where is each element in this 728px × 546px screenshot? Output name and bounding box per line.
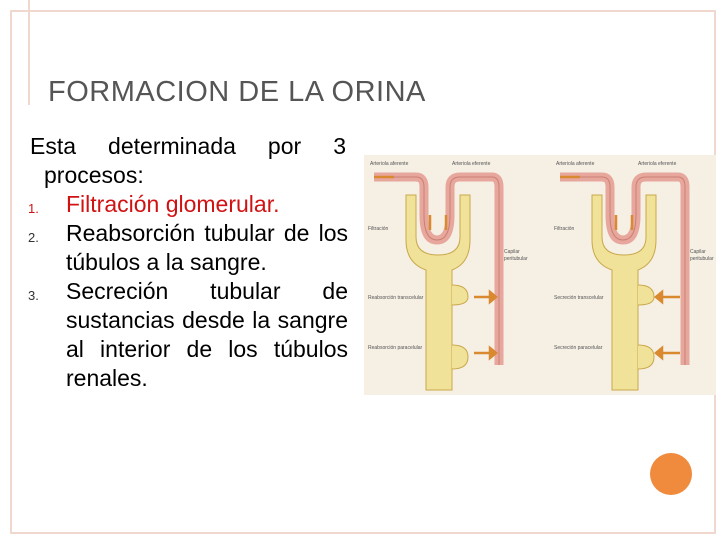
- label-capilar: Capilar: [504, 249, 520, 255]
- label-reabsorcion-transcelular: Reabsorción transcelular: [368, 295, 424, 301]
- label-capilar: Capilar: [690, 249, 706, 255]
- label-filtracion: Filtración: [554, 226, 575, 232]
- intro-line-1: Esta determinada por 3: [30, 133, 346, 159]
- list-number: 2.: [28, 230, 39, 245]
- intro-line-2: procesos:: [44, 162, 144, 188]
- list-text: Secreción tubular de sustancias desde la sangre al interior de los túbulos renales.: [66, 278, 348, 391]
- label-filtracion: Filtración: [368, 226, 389, 232]
- slide-title: FORMACION DE LA ORINA: [48, 76, 426, 108]
- label-arteriola-eferente: Arteriola eferente: [638, 161, 677, 167]
- label-secrecion-paracelular: Secreción paracelular: [554, 345, 603, 351]
- title-divider: [28, 0, 30, 105]
- list-item: [30, 277, 348, 393]
- list-text: Filtración glomerular.: [66, 191, 280, 217]
- label-arteriola-aferente: Arteriola aferente: [556, 161, 595, 167]
- list-item: [30, 190, 348, 219]
- list-number: 1.: [28, 201, 39, 216]
- label-arteriola-aferente: Arteriola aferente: [370, 161, 409, 167]
- label-peritubular: peritubular: [504, 256, 528, 262]
- label-secrecion-transcelular: Secreción transcelular: [554, 295, 604, 301]
- slide-body: [30, 132, 348, 393]
- label-arteriola-eferente: Arteriola eferente: [452, 161, 491, 167]
- nephron-diagram: [364, 155, 716, 395]
- label-reabsorcion-paracelular: Reabsorción paracelular: [368, 345, 423, 351]
- list-item: [30, 219, 348, 277]
- decorative-circle: [650, 453, 692, 495]
- list-number: 3.: [28, 288, 39, 303]
- list-text: Reabsorción tubular de los túbulos a la sangre.: [66, 220, 348, 275]
- label-peritubular: peritubular: [690, 256, 714, 262]
